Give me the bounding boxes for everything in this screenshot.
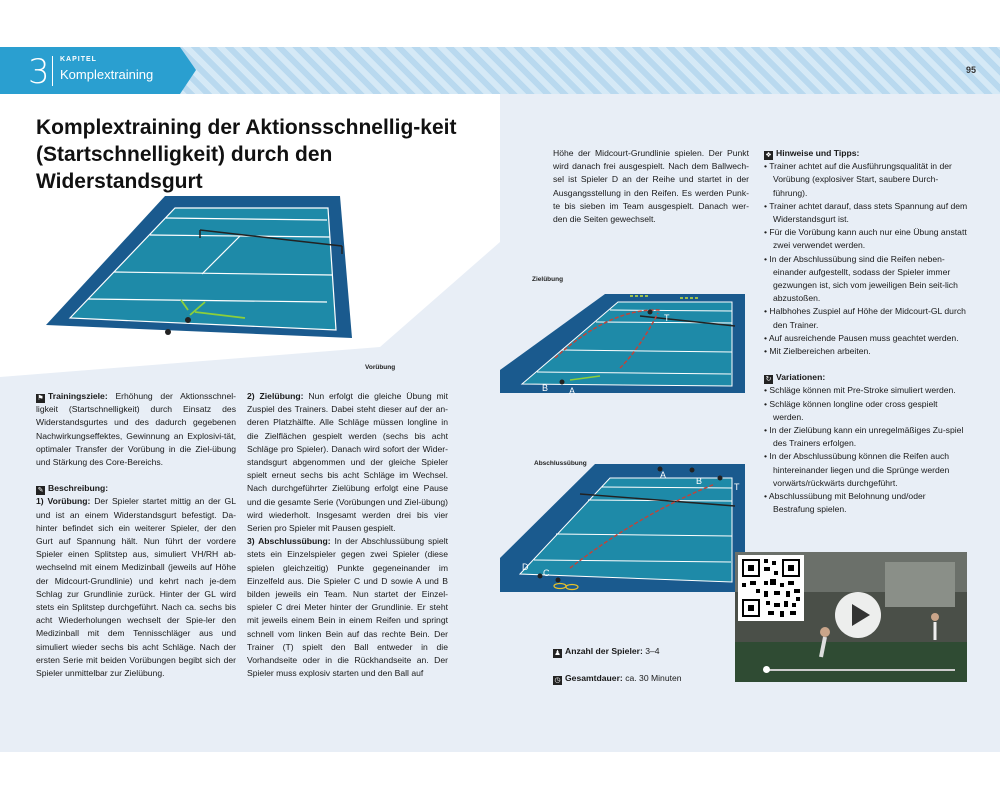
page-number: 95	[966, 65, 977, 75]
hinweis-item: • Auf ausreichende Pausen muss geachtet werden.	[764, 332, 959, 343]
hinweis-item: • Trainer achtet darauf, dass stets Spannung auf dem Widerstandsgurt ist.	[764, 200, 968, 225]
abschluss-label-A: A	[660, 470, 667, 480]
article-title: Komplextraining der Aktionsschnellig-keit (Startschnelligkeit) durch den Widerstandsgurt	[36, 116, 457, 193]
anzahl-value: 3–4	[645, 646, 660, 656]
anzahl-label: Anzahl der Spieler:	[565, 646, 643, 656]
abschluss-label-T: T	[734, 482, 740, 492]
qr-code[interactable]	[738, 555, 804, 621]
players-icon: ♟	[554, 650, 561, 657]
player-label-A: A	[190, 333, 199, 347]
beschreibung-label: Beschreibung:	[48, 483, 109, 494]
caption-vorubung: Vorübung	[365, 364, 396, 371]
anzahl-spieler-row	[553, 645, 743, 658]
column-3-paragraph: Höhe der Midcourt-Grundlinie spielen. Der Punkt wird danach frei ausgespielt. Nach dem Ballwech-sel ist Spieler D an der Reihe und startet in der Ausgangsstellung in den Reifen. Es werden Punk-te bis sieben im Team ausgespielt. Danach wer-den die Seiten gewechselt.	[553, 148, 749, 225]
court-diagram-zielubung	[500, 288, 750, 400]
vorubung-text: Der Spieler startet mittig an der GL und ist an einem Widerstandsgurt befestigt. Da-hinter befindet sich ein weiterer Spieler, der den Gurt auf Spannung hält. Nun führt der vordere Spieler einen Splitstep aus, simuliert VH/RH ab-wechselnd mit einem Medizinball (jeweils auf Höhe der Midcourt-Grundlinie) und kehrt nach je-dem Schlag zur Grundlinie zurück. Hinter der GL wird stets ein Splitstep durchgeführt. Nach ca. sechs bis acht Wiederholungen wechselt der Spie-ler den Medizinball mit dem Tennisschläger aus und simuliert wieder sechs bis acht Schläge. Nach der ersten Serie mit beiden Vorübungen begibt sich der Spieler unmittelbar zur Zielübung.	[36, 496, 236, 679]
zielubung-label: 2) Zielübung:	[247, 391, 304, 401]
hinweis-item: • In der Abschlussübung sind die Reifen neben-einander aufgestellt, sodass der Spieler immer gezwungen ist, sich vom jeweiligen Bein seit-lich abzustoßen.	[764, 253, 958, 304]
video-progress-track[interactable]	[765, 669, 955, 671]
chapter-label: KAPITEL	[60, 56, 97, 63]
lightbulb-icon: ❖	[765, 152, 772, 159]
variations-icon: ↻	[765, 376, 772, 384]
abschluss-label-B: B	[696, 476, 703, 486]
abschluss-label-C: C	[543, 568, 550, 578]
hinweis-item: • Mit Zielbereichen arbeiten.	[764, 346, 871, 357]
hinweis-item: • Trainer achtet auf die Ausführungsqualität in der Vorübung (explosiver Start, saubere Durch-führung).	[764, 161, 952, 198]
column-2	[247, 390, 448, 680]
dauer-label: Gesamtdauer:	[565, 673, 623, 683]
player-label-B: B	[150, 331, 159, 345]
court-diagram-abschlussubung	[500, 464, 750, 594]
column-3-text	[553, 147, 749, 226]
abschluss-label: 3) Abschlussübung:	[247, 536, 331, 547]
zielubung-text: Nun erfolgt die gleiche Übung mit Zuspiel des Trainers. Dabei steht dieser auf der an-deren Platzhälfte. Alle Schläge müssen longline in die Zielflächen gespielt werden (sechs bis acht Schläge pro Spieler). Danach wird sofort der Wider-standsgurt abgenommen und der gleiche Spieler spielt erneut sechs bis acht Schläge im Wechsel. Nach durchgeführter Zielübung erfolgt eine Pause und die gesamte Serie (Vorübungen und Ziel-übung) wird wiederholt. Insgesamt werden drei bis vier Serien pro Spieler mit Pausen gespielt.	[247, 391, 448, 534]
tennis-racket-icon: ✎	[37, 487, 44, 495]
caption-zielubung: Zielübung	[532, 276, 564, 283]
clock-icon: ◷	[554, 677, 561, 684]
vorubung-label: 1) Vorübung:	[36, 496, 91, 507]
zielubung-label-T: T	[664, 313, 670, 323]
chapter-number: 3	[28, 52, 50, 92]
abschluss-text: In der Abschlussübung spielt stets ein Einzelspieler gegen zwei Spieler (diese spielen gleichzeitig) Punkte gegeneinander im Einzelfeld aus. Die Spieler C und D sowie A und B bilden jeweils ein Team. Nun startet der Einzel-spieler C drei Meter hinter der Grundlinie. Er steht mit jeweils einem Bein in einem Reifen und springt schnell vom linken Bein auf das rechte Bein. Der Trainer (T) spielt den Ball entweder in die Vorhandseite oder in die Rückhandseite an. Der Spieler muss explosiv starten und den Ball auf	[247, 536, 449, 679]
trainingsziele-label: Trainingsziele:	[48, 391, 108, 401]
play-icon	[835, 592, 881, 638]
variation-item: • In der Zielübung kann ein unregelmäßiges Zu-spiel des Trainers erfolgen.	[764, 425, 964, 449]
zielubung-label-A: A	[569, 386, 576, 396]
variationen-label: Variationen:	[776, 372, 826, 383]
play-button[interactable]	[835, 592, 881, 638]
zielubung-label-B: B	[542, 383, 549, 393]
variation-item: • Abschlussübung mit Belohnung und/oder Bestrafung spielen.	[764, 491, 926, 515]
column-4	[764, 147, 968, 516]
abschluss-label-D: D	[522, 562, 529, 572]
flag-icon: ⚑	[37, 395, 44, 402]
dauer-value: ca. 30 Minuten	[625, 673, 682, 683]
video-progress-knob[interactable]	[763, 666, 770, 673]
variation-item: • Schläge können longline oder cross gespielt werden.	[764, 398, 938, 422]
chapter-divider	[52, 56, 53, 86]
hinweise-label: Hinweise und Tipps:	[776, 148, 860, 158]
court-diagram-vorubung	[40, 190, 380, 360]
variation-item: • In der Abschlussübung können die Reifen auch hintereinander liegen und die Sprünge werden vorwärts/rückwärts durchgeführt.	[764, 451, 950, 488]
trainingsziele-text: Erhöhung der Aktionsschnel-ligkeit (Startschnelligkeit) durch Einsatz des Widerstandsgurtes und des dadurch gegebenen Nachwirkungseffektes, Gewinnung an Explosivi-tät, optimaler Transfer der Vorübung in die Ziel-übung und Stärkung des Core-Bereichs.	[36, 391, 236, 468]
gesamtdauer-row	[553, 672, 743, 685]
variation-item: • Schläge können mit Pre-Stroke simuliert werden.	[764, 385, 956, 396]
chapter-title: Komplextraining	[60, 67, 154, 82]
caption-abschlussubung: Abschlussübung	[534, 460, 587, 467]
hinweis-item: • Halbhohes Zuspiel auf Höhe der Midcourt-GL durch den Trainer.	[764, 306, 966, 330]
column-1	[36, 390, 236, 680]
hinweis-item: • Für die Vorübung kann auch nur eine Übung anstatt zwei verwendet werden.	[764, 227, 967, 251]
qr-code-pattern	[738, 555, 804, 621]
